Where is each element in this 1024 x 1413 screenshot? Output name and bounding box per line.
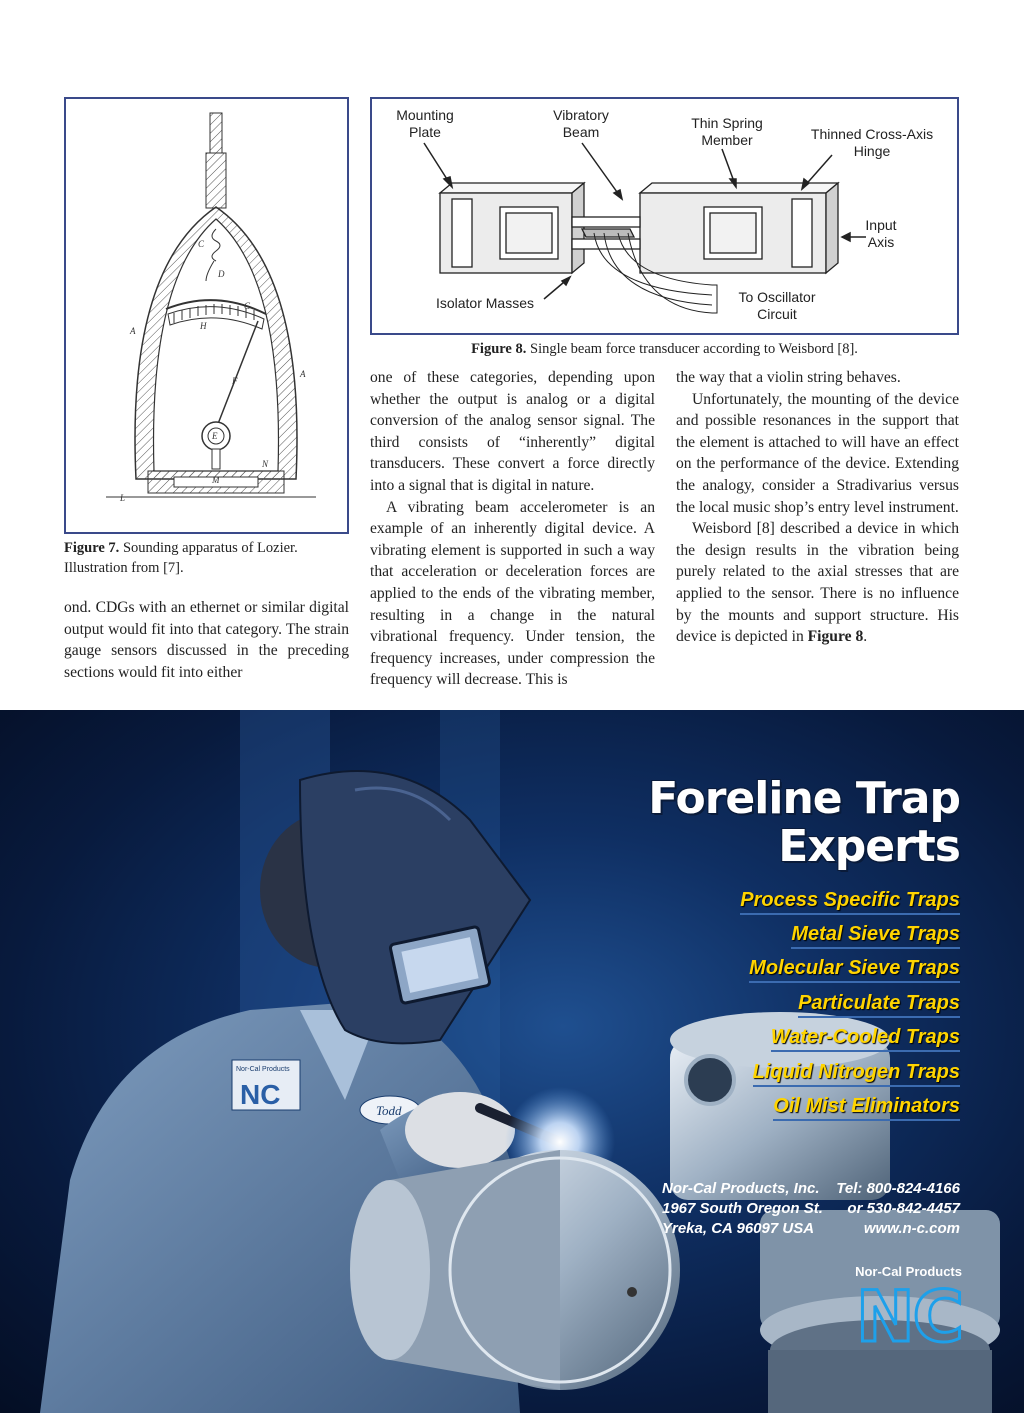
logo-letters: NC [856,1276,962,1358]
label-c: C [198,239,205,249]
label-cross-axis-hinge: Thinned Cross-Axis Hinge [810,126,934,159]
label-oscillator-circuit: To Oscillator Circuit [738,289,816,322]
label-n: N [262,459,269,469]
figure-7-caption-label: Figure 7. [64,540,120,556]
city-address: Yreka, CA 96097 USA [662,1220,815,1237]
column-1-paragraph: ond. CDGs with an ethernet or similar digital output would fit into that category. The strain gauge sensors discussed in the preceding sections would fit into either [64,599,349,681]
badge-brand: Nor-Cal Products [236,1066,290,1073]
name-tag-text: Todd [376,1103,402,1118]
column-3-paragraph-3-text: Weisbord [8] described a device in which the design results in the vibration being purely related to the axial stresses that are applied to the sensor. There is no influence by the mounts and support structure. His device is depicted in [676,520,959,646]
ad-headline-line-2: Experts [778,821,960,872]
figure-8-caption-text: Single beam force transducer according to Weisbord [8]. [526,341,858,357]
ad-item-liquid-nitrogen: Liquid Nitrogen Traps [753,1060,960,1087]
ad-item-process-specific: Process Specific Traps [740,888,960,915]
column-1 [64,597,349,683]
figure-7-caption-text: Sounding apparatus of Lozier. Illustration from [7]. [64,540,298,576]
column-3-paragraph-2: Unfortunately, the mounting of the device and possible resonances in the support that the element is attached to will have an effect on the performance of the device. Extending the analogy, consider a Stradivarius versus the local music shop’s entry level instrument. [676,390,959,516]
ad-item-molecular-sieve: Molecular Sieve Traps [749,956,960,983]
ad-headline-line-1: Foreline Trap [648,773,960,824]
column-3-paragraph-1: the way that a violin string behaves. [676,369,901,386]
sounding-apparatus-drawing [66,99,347,532]
label-e: E [212,431,218,441]
column-3-paragraph-3 [676,518,959,648]
figure-8-caption-label: Figure 8. [471,341,527,357]
figure-8-frame [370,97,959,335]
label-g: G [244,301,251,311]
label-m: M [212,475,220,485]
label-isolator-masses: Isolator Masses [435,295,535,311]
column-3 [676,367,959,648]
label-d: D [218,269,225,279]
ad-item-oil-mist: Oil Mist Eliminators [773,1094,960,1121]
logo-brand-text: Nor-Cal Products [855,1264,962,1279]
website-link[interactable]: www.n-c.com [863,1220,960,1237]
label-l: L [120,493,126,503]
nor-cal-advertisement [0,710,1024,1413]
ad-item-metal-sieve: Metal Sieve Traps [791,922,960,949]
phone-secondary: or 530-842-4457 [847,1200,960,1217]
label-a-left: A [130,326,136,336]
column-2 [370,367,655,691]
ad-item-water-cooled: Water-Cooled Traps [771,1025,960,1052]
contact-phone-web [836,1179,960,1239]
figure-8-caption [370,339,959,359]
figure-8-reference: Figure 8 [807,628,864,646]
label-f: F [232,376,238,386]
nor-cal-logo [806,1264,962,1360]
figure-7-frame [64,97,349,534]
column-2-paragraph-1: one of these categories, depending upon whether the output is analog or a digital conversion of the analog sensor signal. The third consists of “inherently” digital transducers. These convert a force directly into a signal that is digital in nature. [370,369,655,494]
label-vibratory-beam: Vibratory Beam [553,107,609,140]
phone-primary: Tel: 800-824-4166 [836,1180,960,1197]
column-2-paragraph-2: A vibrating beam accelerometer is an example of an inherently digital device. A vibrating element is supported in such a way that acceleration or deceleration forces are applied to the ends of the vibrating member, resulting in a change in the natural vibrational frequency. Under tension, the frequency increases, under compression the frequency will decrease. This is [370,498,655,689]
label-mounting-plate: Mounting Plate [396,107,454,140]
label-h: H [200,321,207,331]
badge-letters: NC [240,1079,281,1110]
street-address: 1967 South Oregon St. [662,1200,823,1217]
label-input-axis: Input Axis [865,217,897,250]
contact-address [662,1179,823,1239]
column-3-end-punct: . [863,628,868,646]
label-thin-spring-member: Thin Spring Member [691,115,763,148]
ad-item-particulate: Particulate Traps [798,991,960,1018]
company-name: Nor-Cal Products, Inc. [662,1180,820,1197]
figure-7-caption [64,538,350,578]
label-a-right: A [300,369,306,379]
